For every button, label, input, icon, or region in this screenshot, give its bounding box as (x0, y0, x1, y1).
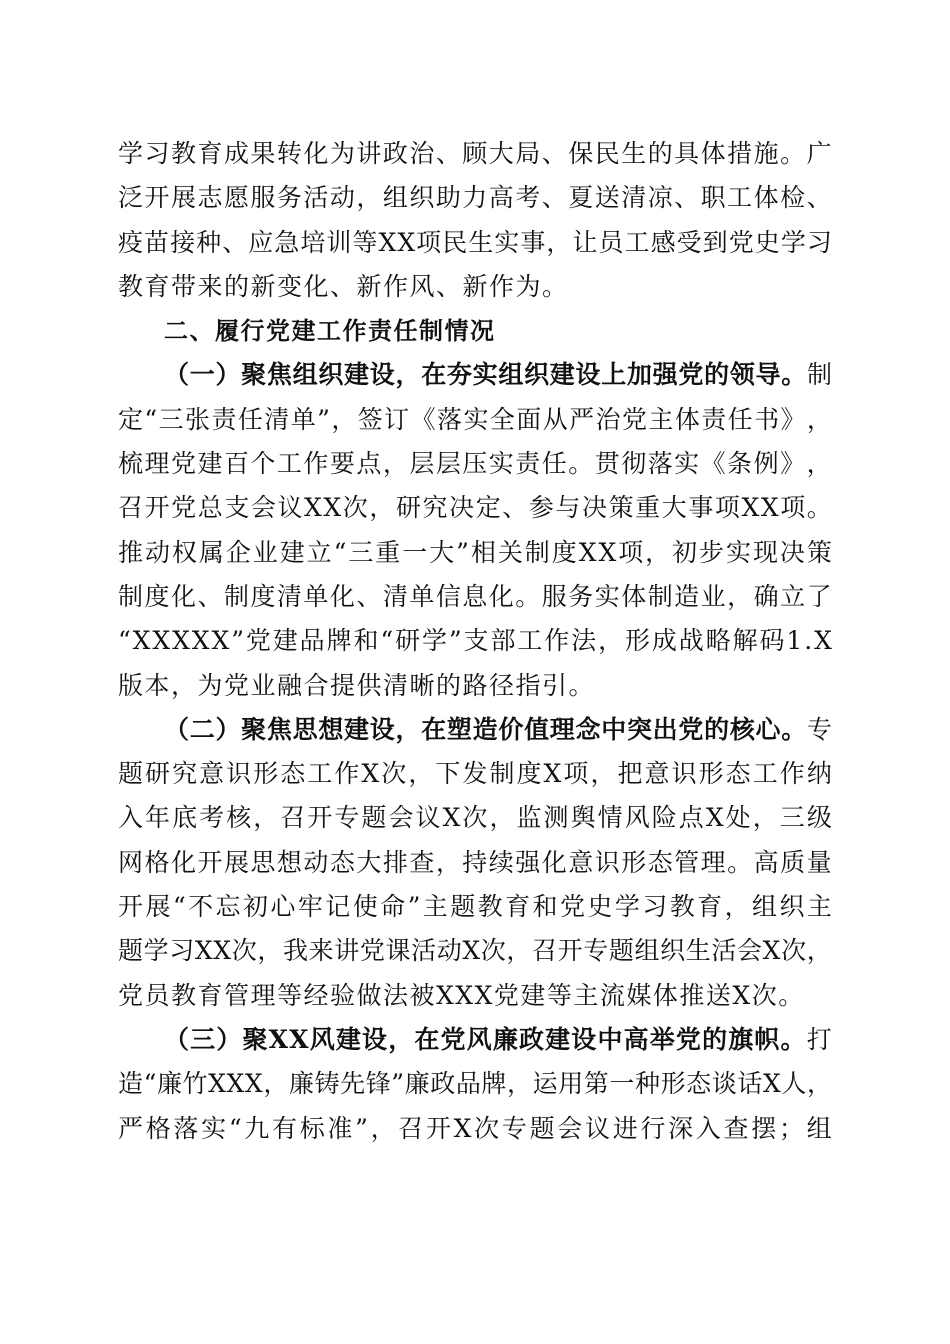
text-line (118, 265, 832, 309)
text-line: 召 开 党 总 支 会 议 X X 次 ， 研 究 决 定 、 参 与 决 策 重 大 事 项 X X 项 。 (118, 493, 832, 523)
document-page (118, 132, 832, 1151)
text-line: 制 度 化 、 制 度 清 单 化 、 清 单 信 息 化 。 服 务 实 体 制 造 业 ， 确 立 了 (118, 581, 832, 611)
heading-text: 二、履行党建工作责任制情况 (164, 317, 496, 346)
section-heading (118, 309, 832, 353)
text-line: 造 “ 廉 竹 X X X ， 廉 铸 先 锋 ” 廉 政 品 牌 ， 运 用 第 一 种 形 态 谈 话 X 人 ， (118, 1069, 832, 1099)
text-line: 定 “ 三 张 责 任 清 单 ” ， 签 订 《 落 实 全 面 从 严 治 党 主 体 责 任 书 》 ， (118, 404, 832, 434)
text-line: 推 动 权 属 企 业 建 立 “ 三 重 一 大 ” 相 关 制 度 X X 项 ， 初 步 实 现 决 策 (118, 537, 832, 567)
text-line: 疫 苗 接 种 、 应 急 培 训 等 X X 项 民 生 实 事 ， 让 员 工 感 受 到 党 史 学 习 (118, 227, 832, 257)
text-line (118, 664, 832, 708)
text-line: 泛 开 展 志 愿 服 务 活 动 ， 组 织 助 力 高 考 、 夏 送 清 凉 、 职 工 体 检 、 (118, 183, 832, 213)
paragraph-first-line: （ 一 ） 聚 焦 组 织 建 设 ， 在 夯 实 组 织 建 设 上 加 强 党 的 领 导 。 制 (164, 360, 832, 390)
text-line: “ X X X X X ” 党 建 品 牌 和 “ 研 学 ” 支 部 工 作 法 ， 形 成 战 略 解 码 1 . X (118, 626, 832, 656)
text-line: 题 研 究 意 识 形 态 工 作 X 次 ， 下 发 制 度 X 项 ， 把 意 识 形 态 工 作 纳 (118, 759, 832, 789)
text-line: 梳 理 党 建 百 个 工 作 要 点 ， 层 层 压 实 责 任 。 贯 彻 落 实 《 条 例 》 ， (118, 449, 832, 479)
text-line: 题 学 习 X X 次 ， 我 来 讲 党 课 活 动 X 次 ， 召 开 专 题 组 织 生 活 会 X 次 ， (118, 936, 832, 966)
text-line: 学 习 教 育 成 果 转 化 为 讲 政 治 、 顾 大 局 、 保 民 生 的 具 体 措 施 。 广 (118, 139, 832, 168)
text-line (118, 974, 832, 1018)
text-line: 严 格 落 实 “ 九 有 标 准 ” ， 召 开 X 次 专 题 会 议 进 行 深 入 查 摆 ； 组 (118, 1113, 832, 1143)
line-text: 党员教育管理等经验做法被XXX党建等主流媒体推送X次。 (118, 980, 805, 1010)
text-line: 网 格 化 开 展 思 想 动 态 大 排 查 ， 持 续 强 化 意 识 形 态 管 理 。 高 质 量 (118, 847, 832, 877)
line-text: 教育带来的新变化、新作风、新作为。 (118, 271, 569, 301)
paragraph-first-line: （ 二 ） 聚 焦 思 想 建 设 ， 在 塑 造 价 值 理 念 中 突 出 党 的 核 心 。 专 (164, 714, 832, 744)
line-text: 版本，为党业融合提供清晰的路径指引。 (118, 670, 596, 700)
paragraph-first-line: （ 三 ） 聚 X X 风 建 设 ， 在 党 风 廉 政 建 设 中 高 举 党 的 旗 帜 。 打 (164, 1024, 832, 1054)
text-line: 入 年 底 考 核 ， 召 开 专 题 会 议 X 次 ， 监 测 舆 情 风 险 点 X 处 ， 三 级 (118, 803, 832, 833)
text-line: 开 展 “ 不 忘 初 心 牢 记 使 命 ” 主 题 教 育 和 党 史 学 习 教 育 ， 组 织 主 (118, 892, 832, 922)
